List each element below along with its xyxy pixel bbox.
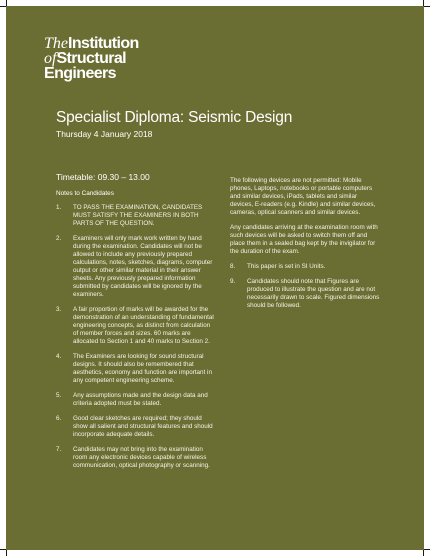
exam-cover-page <box>6 6 424 550</box>
logo-line-2 <box>44 51 174 66</box>
note-text: This paper is set in SI Units. <box>247 263 326 270</box>
note-item <box>56 306 216 346</box>
note-text: Candidates may not bring into the examination room any electronic devices capable of wireless communication, optical photography or scanning. <box>73 446 210 469</box>
logo-word-of: of <box>44 50 57 67</box>
logo-line-3: Engineers <box>44 65 116 82</box>
notes-left-column <box>56 204 216 477</box>
note-text: Good clear sketches are required; they should show all salient and structural features and should incorporate adequate details. <box>73 415 213 438</box>
note-number: 6. <box>56 415 62 422</box>
notes-heading: Notes to Candidates <box>56 190 114 197</box>
timetable: Timetable: 09.30 – 13.00 <box>56 172 150 182</box>
note-item <box>56 204 216 228</box>
note-number: 9. <box>230 278 236 285</box>
logo-word-structural: Structural <box>56 50 127 67</box>
logo-line-1 <box>44 36 174 51</box>
note-text: Any assumptions made and the design data and criteria adopted must be stated. <box>73 392 208 407</box>
note-text: Candidates should note that Figures are produced to illustrate the question and are not necessarily drawn to scale. Figured dimensions should be followed. <box>247 278 380 309</box>
note-number: 4. <box>56 353 62 360</box>
note-text: A fair proportion of marks will be awarded for the demonstration of an understanding of fundamental engineering concepts, as distinct from calculation of member forces and sizes. 60 marks are allocated to Section 1 and 40 marks to Section 2. <box>73 306 214 345</box>
exam-date: Thursday 4 January 2018 <box>56 129 153 139</box>
notes-right-column <box>230 177 380 317</box>
note-item <box>56 446 216 470</box>
note-item <box>56 415 216 439</box>
note-number: 3. <box>56 306 62 313</box>
note-item <box>56 392 216 408</box>
logo-word-institution: Institution <box>68 35 139 52</box>
note-item <box>230 278 380 310</box>
devices-paragraph: The following devices are not permitted: Mobile phones, Laptops, notebooks or portable computers and similar devices, iPads, tablets and similar devices, E-readers (e.g. Kindle) and similar devices, cameras, optical scanners and similar devices. <box>230 177 376 216</box>
note-item <box>56 235 216 299</box>
note-text: The Examiners are looking for sound structural designs. It should also be remembered that aesthetics, economy and function are important in any competent engineering scheme. <box>73 353 212 384</box>
devices-paragraph: Any candidates arriving at the examination room with such devices will be asked to switch them off and place them in a sealed bag kept by the invigilator for the duration of the exam. <box>230 224 378 255</box>
note-number: 2. <box>56 235 62 242</box>
logo-word-the: The <box>44 35 68 52</box>
note-text: Examiners will only mark work written by hand during the examination. Candidates will not be allowed to include any previously prepared calculations, notes, sketches, diagrams, computer output or other similar material in their answer sheets. Any previously prepared information submitted by candidates will be ignored by the examiners. <box>73 235 213 298</box>
exam-title: Specialist Diploma: Seismic Design <box>56 109 293 126</box>
note-number: 8. <box>230 263 236 270</box>
note-number: 7. <box>56 446 62 453</box>
note-item <box>56 353 216 385</box>
institution-logo <box>44 36 174 81</box>
note-text: TO PASS THE EXAMINATION, CANDIDATES MUST SATISFY THE EXAMINERS IN BOTH PARTS OF THE QUESTION. <box>73 204 203 227</box>
note-number: 1. <box>56 204 62 211</box>
note-number: 5. <box>56 392 62 399</box>
note-item <box>230 263 380 271</box>
